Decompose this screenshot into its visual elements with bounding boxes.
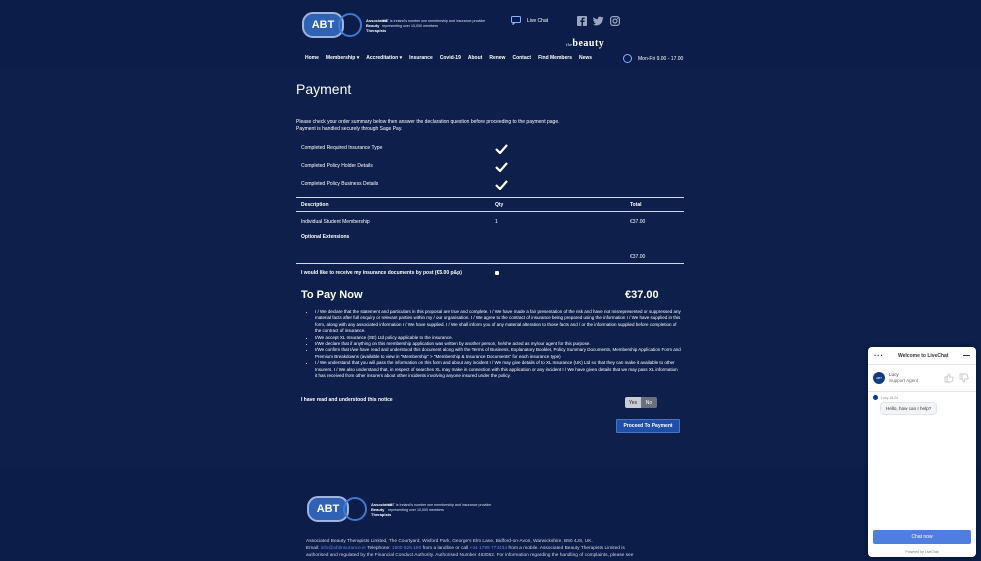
live-chat-label: Live Chat xyxy=(527,17,549,24)
proceed-to-payment-button[interactable]: Proceed To Payment xyxy=(616,419,680,433)
declaration-item: • I / We declare that the statement and particulars in this proposal are true and complete. I / We have made a fair presentation of the risk and have not misrepresented or suppressed any material facts after full enquiry or relevant parties within my / our organisation. I / We agree to the contract of insurance being prepared using the information I / We have supplied in this form, along with any associated information I / We have supplied. I / We shall inform you of any material alteration to those facts and / or the information supplied before completion of the contract of insurance. xyxy=(315,309,681,335)
intro-line-2: Payment is handled securely through Sage Pay. xyxy=(296,125,403,132)
mobile-text: from a mobile. Associated Beauty Therapists Limited is xyxy=(508,546,625,551)
chevron-down-icon: ▾ xyxy=(399,55,403,61)
chat-message: Hello, how can I help? xyxy=(880,402,937,415)
item-description: Individual Student Membership xyxy=(301,219,370,225)
header-tagline: ABT is Ireland's number one membership and insurance provider representing over 10,000 members xyxy=(382,19,486,28)
clock-icon xyxy=(623,54,632,63)
opening-hours xyxy=(623,54,683,63)
to-pay-value: €37.00 xyxy=(625,289,659,301)
status-policy-holder xyxy=(301,163,373,169)
no-button[interactable]: No xyxy=(641,397,657,408)
logo-subtitle: Associated Beauty Therapists xyxy=(366,17,388,33)
nav-news[interactable]: News xyxy=(578,55,593,61)
mobile-link[interactable]: +44 1789 773434 xyxy=(469,546,507,551)
email-link[interactable]: info@abtinsurance.ie xyxy=(320,546,366,551)
livechat-header xyxy=(868,347,976,364)
chat-now-button[interactable]: Chat now xyxy=(873,530,971,544)
footer-address xyxy=(306,538,672,559)
landline-text: from a landline or call xyxy=(422,546,469,551)
page-title: Payment xyxy=(296,81,352,97)
contact-line xyxy=(306,545,672,552)
nav-accreditation-label: Accreditation xyxy=(366,55,399,61)
divider xyxy=(296,263,684,264)
main-nav xyxy=(305,55,592,61)
intro-text xyxy=(296,119,686,132)
subtotal: €37.00 xyxy=(630,254,646,260)
logo-mark: ABT xyxy=(307,496,349,522)
livechat-title: Welcome to LiveChat xyxy=(898,352,949,359)
powered-by[interactable]: Powered by LiveChat xyxy=(905,550,939,554)
brand-prefix: the xyxy=(566,42,573,47)
more-options-icon[interactable]: ··· xyxy=(874,351,884,360)
telephone-link[interactable]: 1800 625 180 xyxy=(391,546,422,551)
notice-toggle xyxy=(625,397,657,408)
minimize-icon[interactable] xyxy=(963,355,970,356)
checkmark-icon xyxy=(495,144,508,154)
yes-button[interactable]: Yes xyxy=(625,397,641,408)
agent-role: Support Agent xyxy=(889,378,919,383)
footer-tagline: ABT is Ireland's number one membership and insurance provider representing over 10,000 members xyxy=(388,503,492,512)
checkmark-icon xyxy=(495,180,508,190)
regulation-line: authorised and regulated by the Financial Conduct Authority. Authorised Number 463052. For information regarding the handling of complaints, please see xyxy=(306,553,634,558)
telephone-label: Telephone: xyxy=(367,546,391,551)
col-description: Description xyxy=(301,202,329,208)
declaration-list xyxy=(296,309,681,379)
status-label: Completed Policy Holder Details xyxy=(301,163,373,169)
post-option-checkbox[interactable] xyxy=(495,271,499,275)
checkmark-icon xyxy=(495,162,508,172)
avatar: ABT xyxy=(873,372,885,384)
declaration-item: • I/We accept XL Insurance (SE) Ltd policy applicable to the insurance. xyxy=(315,335,681,341)
facebook-icon[interactable] xyxy=(577,16,587,26)
col-qty: Qty xyxy=(495,202,504,208)
logo-ring xyxy=(338,13,362,37)
nav-about[interactable]: About xyxy=(467,55,483,61)
twitter-icon[interactable] xyxy=(593,16,604,26)
nav-renew[interactable]: Renew xyxy=(489,55,506,61)
hours-text: Mon-Fri 9.00 - 17.00 xyxy=(638,55,684,62)
agent-card xyxy=(868,364,976,392)
livechat-widget xyxy=(868,347,976,557)
chevron-down-icon: ▾ xyxy=(356,55,360,61)
nav-home[interactable]: Home xyxy=(305,55,319,61)
thumbs-down-icon[interactable] xyxy=(959,373,969,383)
status-policy-business xyxy=(301,181,378,187)
agent-info xyxy=(889,372,918,384)
logo-subtitle: Associated Beauty Therapists xyxy=(371,501,393,517)
post-option-label: I would like to receive my insurance documents by post (€5.00 p&p) xyxy=(301,270,462,276)
the-beauty-logo[interactable] xyxy=(566,38,604,49)
instagram-icon[interactable] xyxy=(610,16,620,26)
nav-insurance[interactable]: Insurance xyxy=(409,55,433,61)
table-header xyxy=(296,197,684,212)
item-total: €37.00 xyxy=(630,219,646,225)
notice-question: I have read and understood this notice xyxy=(301,397,393,403)
to-pay-label: To Pay Now xyxy=(301,289,363,301)
email-label: Email: xyxy=(306,546,320,551)
agent-name: Lucy xyxy=(889,372,899,377)
stamp-text: Lucy 15:24 xyxy=(881,395,899,400)
site-header xyxy=(0,0,981,68)
nav-membership[interactable] xyxy=(326,55,359,61)
social-links xyxy=(577,16,620,26)
status-insurance-type xyxy=(301,145,382,151)
payment-section xyxy=(296,76,686,429)
optional-extensions-heading: Optional Extensions xyxy=(301,234,350,240)
nav-accreditation[interactable] xyxy=(366,55,402,61)
thumbs-up-icon[interactable] xyxy=(944,373,954,383)
col-total: Total xyxy=(630,202,642,208)
agent-dot xyxy=(873,395,878,400)
chat-bubble-icon xyxy=(511,16,521,25)
status-label: Completed Policy Business Details xyxy=(301,181,379,187)
logo-ring xyxy=(343,497,367,521)
declaration-item: • I/We confirm that I/we have read and understood this document along with the Terms of Business, Explanatory Booklet, Policy Summary Documents, Membership Application Form and Premium Breakdowns (available to view in "Membership" > "Membership & Insurance Documents" for each insurance type) xyxy=(315,347,681,360)
item-qty: 1 xyxy=(495,219,498,225)
nav-find-members[interactable]: Find Members xyxy=(538,55,572,61)
status-label: Completed Required Insurance Type xyxy=(301,145,383,151)
brand-word: beauty xyxy=(572,38,605,49)
declaration-item: • I / We understand that you will pass the information on this form and about any incident I / We may give details of to XL Insurance (UK) Ltd so that they can make it available to other Insurers. I / We also understand that, in respect of searches XL may make in connection with this application or any incident I / We have given details that we may pass XL information it has received from other insurers about other incidents involving anyone insured under the policy. xyxy=(315,360,681,379)
nav-membership-label: Membership xyxy=(325,55,356,61)
intro-line-1: Please check your order summary below then answer the declaration question before proceeding to the payment page. xyxy=(296,119,560,125)
nav-covid[interactable]: Covid-19 xyxy=(439,55,461,61)
address-line: Associated Beauty Therapists Limited, The Courtyard, Wixford Park, George's Elm Lane, Bidford-on-Avon, Warwickshire, B50 4JS, UK. xyxy=(306,539,593,544)
nav-contact[interactable]: Contact xyxy=(512,55,532,61)
message-stamp xyxy=(873,395,898,400)
declaration-item: • I/We declare that if anything on this membership application was written by another person, he/she acted as my/our agent for this purpose. xyxy=(315,341,681,347)
logo-mark: ABT xyxy=(302,12,344,38)
live-chat-link[interactable] xyxy=(511,16,548,25)
